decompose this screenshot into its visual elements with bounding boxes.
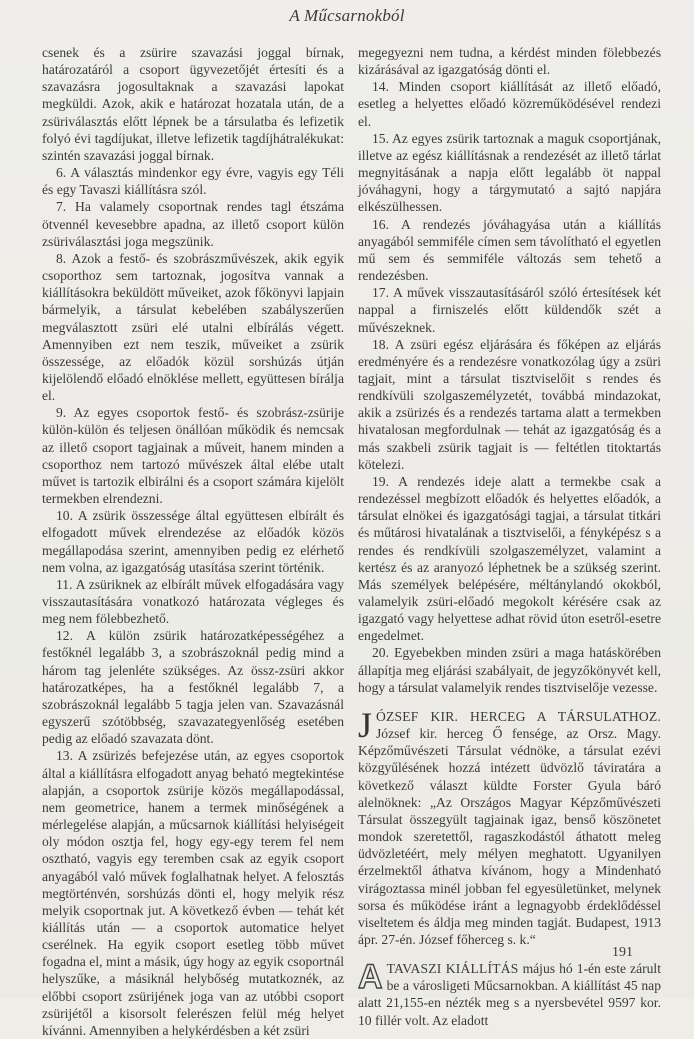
paragraph-7: 7. Ha valamely csoportnak rendes tagl étszáma ötvennél kevesebbre apadna, az illető csoport külön zsüriválasztási joga megszünik. (42, 199, 344, 249)
paragraph-6: 6. A választás mindenkor egy évre, vagyis egy Téli és egy Tavaszi kiállításra szól. (42, 165, 344, 198)
paragraph-10: 10. A zsürik összessége által együttesen elbírált és elfogadott művek elrendezése az előadók közös megállapodása szerint, amennyiben pedig ez elérhető nem volna, az igazgatóság utasítása szerint történik. (42, 508, 344, 575)
right-column (358, 44, 661, 1029)
paragraph-11: 11. A zsüriknek az elbírált művek elfogadására vagy visszautasítására vonatkozó határozata végleges és meg nem fölebbezhető. (42, 576, 344, 627)
drop-cap-initial: J (358, 704, 373, 745)
paragraph-12: 12. A külön zsürik határozatképességéhez a festőknél legalább 3, a szobrászoknál pedig mind a három tag jelenléte szükséges. Az össz-zsüri akkor határozatképes, ha a festőknél legalább 7, a szobrászoknál legalább 5 tagja jelen van. Szavazásnál egyszerű szótöbbség, szavazategyenlőség esetében pedig az előadó szavazata dönt. (42, 628, 344, 747)
drop-cap-initial: A (358, 958, 383, 997)
page-number: 191 (612, 945, 633, 960)
paragraph-continuation: megegyezni nem tudna, a kérdést minden fölebbezés kizárásával az igazgatóság dönti el. (358, 45, 661, 78)
paragraph-18: 18. A zsüri egész eljárására és főképen az eljárás eredményére és a rendezésre vonatkozólag úgy a zsüri tagjait, mint a társulat tisztviselőit s rendes és rendkívüli szolgaszemélyzetét, továbbá mindazokat, akik a zsürizés és a rendezés tartama alatt a termekben hivatalosan megfordulnak — tehát az igazgatóság és a más szakbeli zsürik tagjait is — feltétlen titoktartás kötelezi. (358, 336, 661, 472)
section-gap (358, 696, 661, 708)
paragraph-20: 20. Egyebekben minden zsüri a maga hatáskörében állapítja meg eljárási szabályait, de jegyzőkönyvét kell, hogy a társulat valamelyik rendes tisztviselője vezesse. (358, 645, 661, 695)
article-heading: TAVASZI KIÁLLÍTÁS (386, 961, 519, 977)
article-jozsef-herceg (358, 704, 661, 948)
article-heading: ÓZSEF KIR. HERCEG A TÁRSULATHOZ. (376, 708, 661, 724)
paragraph-17: 17. A művek visszautasításáról szóló értesítések két nappal a firniszelés előtt küldendők szét a művészeknek. (358, 285, 661, 335)
paragraph-9: 9. Az egyes csoportok festő- és szobrász-zsürije külön-külön és teljesen önállóan működik és nemcsak az illető csoport tagjainak a műveit, hanem minden a csoporthoz nem tartozó művészek által elébe utalt művet is tartozik elbirálni és a csoport számára kijelölt termekben elrendezni. (42, 405, 344, 507)
article-tavaszi-kiallitas (358, 960, 661, 1029)
paragraph-13: 13. A zsürizés befejezése után, az egyes csoportok által a kiállításra elfogadott anyag beható megtekintése alapján, a csoportok zsürije közös megállapodással, nem geometrice, hanem a termek minőségének a mérlegelése alapján, a műcsarnok kiállítási helyiségeit oly módon osztja fel, hogy egy-egy terem fel nem osztható, vagyis egy teremben csak az egyik csoport anyagából való művek foglalhatnak helyet. A felosztás megtörténvén, sorshúzás dönti el, hogy melyik rész melyik csoportnak jut. A következő évben — tehát két kiállítás után — a csoportok automatice helyet cserélnek. Ha egyik csoport esetleg több művet fogadna el, mint a másik, úgy hogy az egyik csoportnál helyszűke, a másiknál helybőség mutatkoznék, az előbbi csoport zsürijének joga van az utóbbi csoport zsürijétől a kisorsolt felerészen felül még helyet kívánni. Amennyiben a helykérdésben a két zsüri (42, 748, 344, 1038)
paragraph-19: 19. A rendezés ideje alatt a termekbe csak a rendezéssel megbízott előadók és helyettes előadók, a társulat elnökei és igazgatósági tagjai, a társulat titkári és műtárosi hivatalának a tisztviselői, a fényképész s a rendes és rendkívüli szolgaszemélyzet, valamint a kertész és az aranyozó léphetnek be a szükség szerint. Más személyek belépésére, méltánylandó okokból, valamelyik zsüri-előadó megokolt kérésére csak az igazgató vagy helyettese adhat rövid úton esetről-esetre engedelmet. (358, 473, 661, 644)
left-column (42, 44, 344, 1039)
paragraph-continuation: csenek és a zsürire szavazási joggal bírnak, határozatáról a csoport ügyvezetőjét értesíti és a szavazásra jogosultaknak a szavazási lapokat megküldi. Azok, akik e határozat hozatala után, de a zsüriválasztás előtt lépnek be a társulatba és lefizetik folyó évi tagdíjukat, illetve lefizetik tagdíjhátralékukat: szintén szavazási joggal bírnak. (42, 45, 344, 163)
article-body: május hó 1-én este zárult be a városligeti Műcsarnokban. A kiállítást 45 nap alatt 21,155-en nézték meg s a nyersbevétel 9597 kor. 10 fillér volt. Az eladott (358, 961, 661, 1028)
paragraph-8: 8. Azok a festő- és szobrászművészek, akik egyik csoporthoz sem tartoznak, jogosítva vannak a kiállításokra beküldött műveiket, azok főkönyvi lapjain bármelyik, a társulat kebelében szabályszerűen megválasztott zsüri elé utalni elbírálás végett. Amennyiben ezt nem teszik, műveiket a zsürik összessége, az előadók közül sorshúzás útján kijelölendő előadó elnöklése mellett, együttesen bírálja el. (42, 250, 344, 404)
paragraph-14: 14. Minden csoport kiállítását az illető előadó, esetleg a helyettes előadó közreműködésével rendezi el. (358, 79, 661, 129)
paragraph-15: 15. Az egyes zsürik tartoznak a maguk csoportjának, illetve az egész kiállításnak a rendezését az illető tárlat megnyitásának a napja előtt legalább öt nappal jóváhagyni, hogy a tárgymutató a sajtó napjára elkészülhessen. (358, 130, 661, 215)
article-body: József kir. herceg Ő fensége, az Orsz. Magy. Képzőművészeti Társulat védnöke, a társulat ezévi közgyűlésének hozzá intézett üdvözlő táviratára a következő választ küldte Forster Gyula báró alelnöknek: „Az Országos Magyar Képzőművészeti Társulat összegyült tagjainak igaz, benső köszönetet mondok szeretettől, ragaszkodástól áthatott meleg üdvözletéért, mely mélyen meghatott. Ugyanilyen érzelmektől áthatva kívánom, hogy a Mindenható virágoztassa minél jobban fel egyesületünket, melynek sorsa és működése iránt a legnagyobb érdeklődéssel viseltetem és áldja meg minden tagját. Budapest, 1913 ápr. 27-én. József főherceg s. k.“ (358, 726, 661, 947)
running-title: A Műcsarnokból (289, 6, 405, 25)
paragraph-16: 16. A rendezés jóváhagyása után a kiállítás anyagából semmiféle címen sem távolítható el egyetlen mű sem és semmiféle változás sem tehető a rendezésben. (358, 216, 661, 284)
